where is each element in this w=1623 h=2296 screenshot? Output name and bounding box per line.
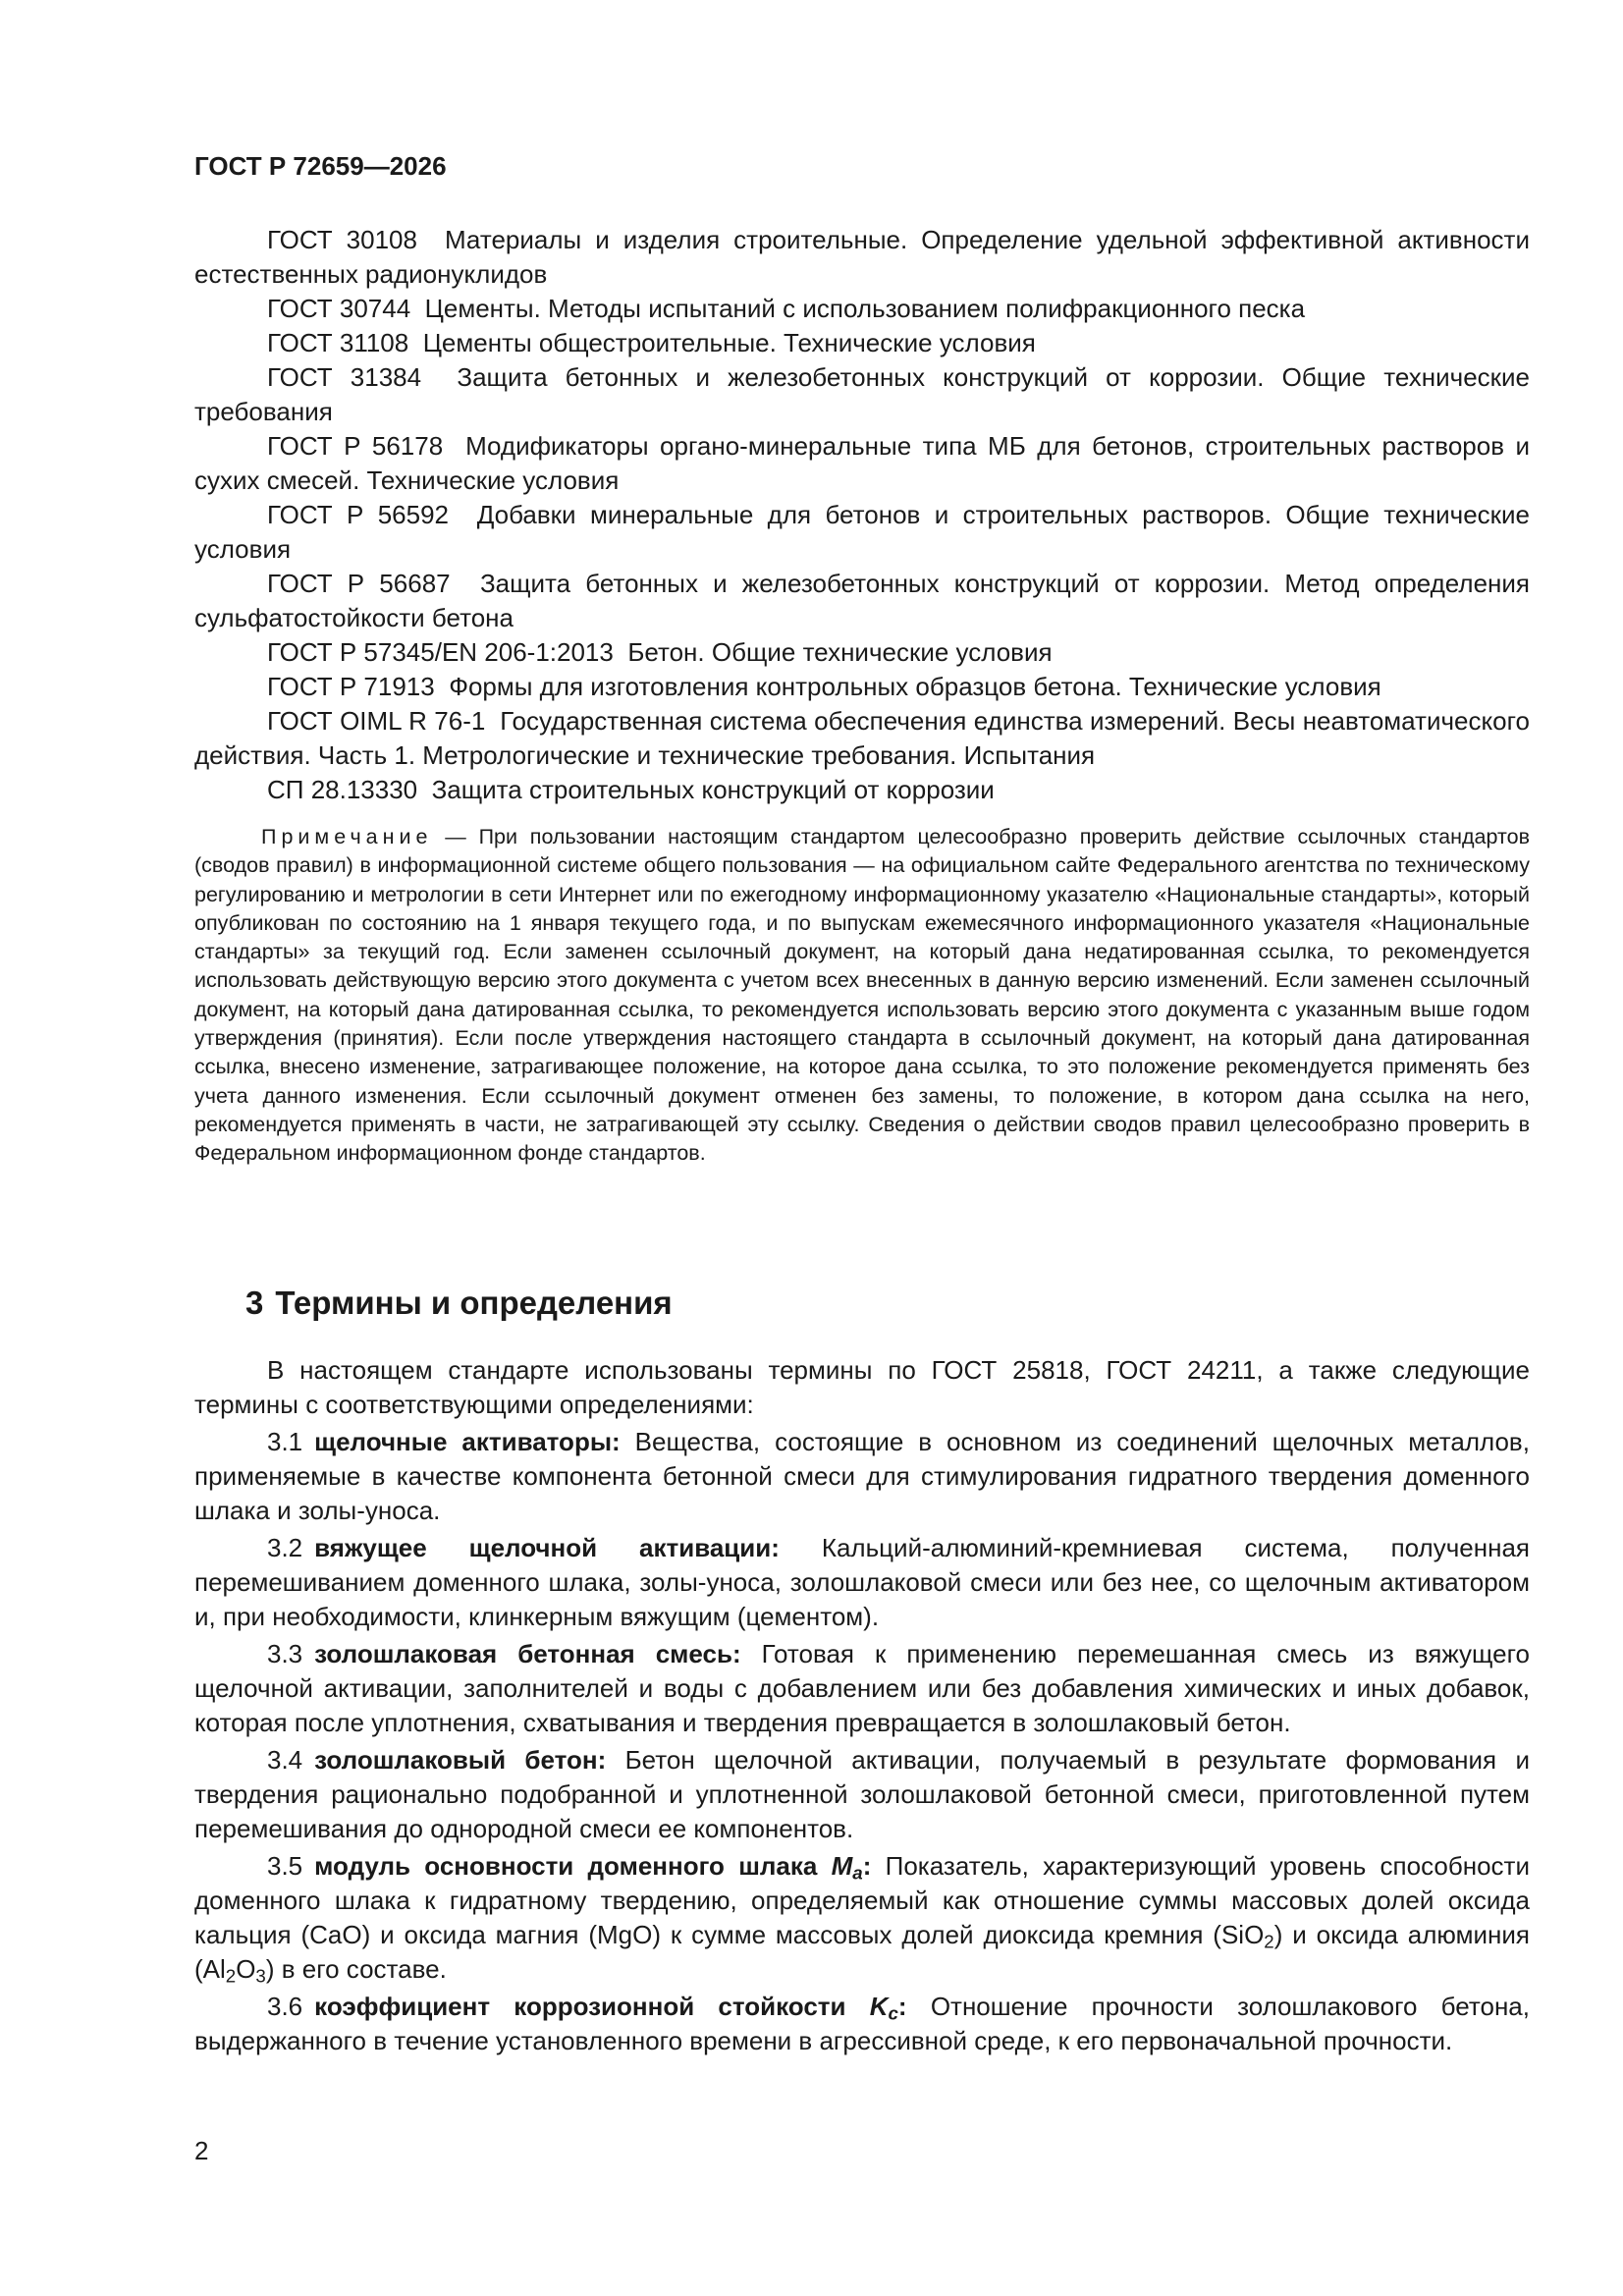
reference-item: ГОСТ 31384 Защита бетонных и железобетонных конструкций от коррозии. Общие технические требования [194, 362, 1531, 426]
reference-item: ГОСТ Р 57345/EN 206-1:2013 Бетон. Общие технические условия [267, 637, 1053, 667]
reference-item: ГОСТ Р 71913 Формы для изготовления контрольных образцов бетона. Технические условия [267, 672, 1381, 701]
term-entry: 3.6 коэффициент коррозионной стойкости $K_c$: Отношение прочности золошлакового бетона, выдержанного в течение установленного времени в агрессивной среде, к его первоначальной прочности. [194, 1992, 1530, 2055]
references-list [194, 223, 1530, 807]
reference-item: ГОСТ Р 56592 Добавки минеральные для бетонов и строительных растворов. Общие технические условия [194, 500, 1531, 564]
note-text: — При пользовании настоящим стандартом целесообразно проверить действие ссылочных стандартов (сводов правил) в информационной системе общего пользования — на официальном сайте Федерального агентства по техническому регулированию и метрологии в сети Интернет или по ежегодному информационному указателю «Национальные стандарты», который опубликован по состоянию на 1 января текущего года, и по выпускам ежемесячного информационного указателя «Национальные стандарты» за текущий год. Если заменен ссылочный документ, на который дана недатированная ссылка, то рекомендуется использовать действующую версию этого документа с учетом всех внесенных в данную версию изменений. Если заменен ссылочный документ, на который дана датированная ссылка, то рекомендуется использовать версию этого документа с указанным выше годом утверждения (принятия). Если после утверждения настоящего стандарта в ссылочный документ, на который дана датированная ссылка, внесено изменение, затрагивающее положение, на которое дана ссылка, то это положение рекомендуется применять без учета данного изменения. Если ссылочный документ отменен без замены, то положение, в котором дана ссылка на него, рекомендуется применять в части, не затрагивающей эту ссылку. Сведения о действии сводов правил целесообразно проверить в Федеральном информационном фонде стандартов. [194, 825, 1530, 1166]
reference-item: СП 28.13330 Защита строительных конструкций от коррозии [267, 775, 995, 804]
reference-item: ГОСТ 30744 Цементы. Методы испытаний с использованием полифракционного песка [267, 294, 1306, 323]
section-number: 3 [245, 1285, 264, 1321]
reference-item: ГОСТ 31108 Цементы общестроительные. Технические условия [267, 328, 1036, 357]
section-heading [245, 1285, 673, 1322]
term-entry: 3.1 щелочные активаторы: Вещества, состоящие в основном из соединений щелочных металлов, применяемые в качестве компонента бетонной смеси для стимулирования гидратного твердения доменного шлака и золы-уноса. [194, 1427, 1530, 1525]
reference-item: ГОСТ OIML R 76-1 Государственная система обеспечения единства измерений. Весы неавтоматического действия. Часть 1. Метрологические и технические требования. Испытания [194, 706, 1530, 770]
note-label: Примечание [261, 825, 433, 848]
reference-item: ГОСТ 30108 Материалы и изделия строительные. Определение удельной эффективной активности естественных радионуклидов [194, 225, 1530, 289]
document-header: ГОСТ Р 72659—2026 [194, 151, 447, 181]
term-entry: 3.5 модуль основности доменного шлака $M_a$: Показатель, характеризующий уровень способности доменного шлака к гидратному твердению, определяемый как отношение суммы массовых долей оксида кальция (CaO) и оксида магния (MgO) к сумме массовых долей диоксида кремния (SiO$_2$) и оксида алюминия $(Al_2O_3)$ в его составе. [194, 1851, 1530, 1987]
section-title: Термины и определения [275, 1285, 673, 1321]
term-entry: 3.3 золошлаковая бетонная смесь: Готовая к применению перемешанная смесь из вяжущего щелочной активации, заполнителей и воды с добавлением или без добавления химических и иных добавок, которая после уплотнения, схватывания и твердения превращается в золошлаковый бетон. [194, 1639, 1530, 1737]
page-number: 2 [194, 2136, 209, 2165]
note-paragraph [194, 823, 1530, 1169]
term-entry: 3.2 вяжущее щелочной активации: Кальций-алюминий-кремниевая система, полученная перемешиванием доменного шлака, золы-уноса, золошлаковой смеси или без нее, со щелочным активатором и, при необходимости, клинкерным вяжущим (цементом). [194, 1533, 1530, 1631]
section-intro: В настоящем стандарте использованы термины по ГОСТ 25818, ГОСТ 24211, а также следующие термины с соответствующими определениями: [194, 1355, 1530, 1419]
section-body [194, 1353, 1530, 2061]
reference-item: ГОСТ Р 56687 Защита бетонных и железобетонных конструкций от коррозии. Метод определения сульфатостойкости бетона [194, 569, 1530, 632]
reference-item: ГОСТ Р 56178 Модификаторы органо-минеральные типа МБ для бетонов, строительных растворов и сухих смесей. Технические условия [194, 431, 1530, 495]
term-entry: 3.4 золошлаковый бетон: Бетон щелочной активации, получаемый в результате формования и твердения рационально подобранной и уплотненной золошлаковой бетонной смеси, приготовленной путем перемешивания до однородной смеси ее компонентов. [194, 1745, 1530, 1843]
